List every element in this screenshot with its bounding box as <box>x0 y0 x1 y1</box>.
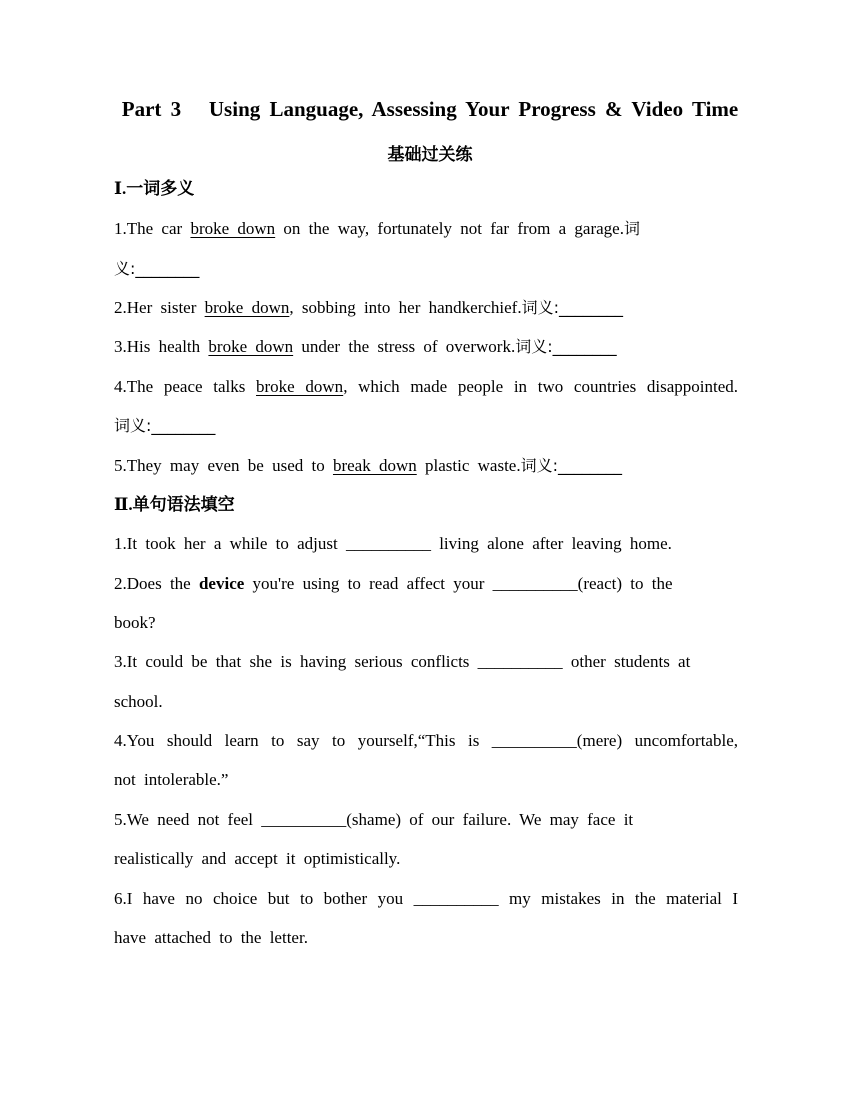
underlined-phrase: broke down <box>204 298 290 317</box>
underlined-phrase: broke down <box>256 377 344 396</box>
grammar-item-3: 3.It could be that she is having serious conflicts __________ other students at <box>114 652 691 671</box>
item-text-post: , sobbing into her handkerchief. <box>289 298 522 317</box>
polysemy-item-3 <box>114 336 738 358</box>
item-text-pre: Her sister <box>126 298 205 317</box>
underlined-phrase: broke down <box>208 337 294 356</box>
grammar-item-4: 4.You should learn to say to yourself,“This is __________(mere) uncomfortable, <box>114 731 738 750</box>
item-text-post: on the way, fortunately not far from a garage. <box>275 219 624 238</box>
polysemy-item-1-answer <box>114 258 738 280</box>
item-number: 3. <box>114 337 127 356</box>
meaning-blank: 词义:________ <box>521 298 623 317</box>
grammar-item-5: 5.We need not feel __________(shame) of our failure. We may face it <box>114 810 634 829</box>
item-number: 1. <box>114 219 127 238</box>
polysemy-item-4 <box>114 376 738 398</box>
grammar-item-5-cont: realistically and accept it optimistically. <box>114 849 401 868</box>
underlined-phrase: broke down <box>190 219 276 238</box>
grammar-item-2-cont: book? <box>114 613 156 632</box>
item-text-post: you're using to read affect your __________(react) to the <box>244 574 673 593</box>
meaning-blank: 词义:________ <box>114 416 216 435</box>
meaning-blank: 词义:________ <box>520 456 622 475</box>
polysemy-item-4-answer <box>114 415 738 437</box>
polysemy-item-5 <box>114 455 738 477</box>
page-subtitle: 基础过关练 <box>387 145 473 165</box>
item-number: 4. <box>114 377 127 396</box>
meaning-label: 词 <box>623 219 640 238</box>
grammar-item-2 <box>114 573 738 595</box>
item-text-pre: 2.Does the <box>114 574 199 593</box>
item-number: 2. <box>114 298 127 317</box>
item-text-pre: The car <box>126 219 191 238</box>
meaning-blank: 义:________ <box>114 259 200 278</box>
meaning-blank: 词义:________ <box>515 337 617 356</box>
grammar-item-6: 6.I have no choice but to bother you __________ my mistakes in the material I <box>114 889 738 908</box>
item-text-pre: His health <box>126 337 209 356</box>
item-text-pre: The peace talks <box>126 377 257 396</box>
bold-word: device <box>198 574 245 593</box>
item-number: 5. <box>114 456 127 475</box>
section-heading-grammar-fill: Ⅱ.单句语法填空 <box>114 495 235 514</box>
section-heading-polysemy: Ⅰ.一词多义 <box>114 179 195 198</box>
page-title: Part 3 Using Language, Assessing Your Progress & Video Time <box>121 97 739 121</box>
polysemy-item-2 <box>114 297 738 319</box>
item-text-post: plastic waste. <box>416 456 521 475</box>
polysemy-item-1 <box>114 218 738 240</box>
grammar-item-3-cont: school. <box>114 692 163 711</box>
item-text-post: , which made people in two countries disappointed. <box>343 377 739 396</box>
underlined-phrase: break down <box>332 456 417 475</box>
grammar-item-4-cont: not intolerable.” <box>114 770 229 789</box>
item-text-pre: They may even be used to <box>126 456 333 475</box>
item-text-post: under the stress of overwork. <box>293 337 516 356</box>
grammar-item-6-cont: have attached to the letter. <box>114 928 308 947</box>
grammar-item-1: 1.It took her a while to adjust __________ living alone after leaving home. <box>114 534 672 553</box>
